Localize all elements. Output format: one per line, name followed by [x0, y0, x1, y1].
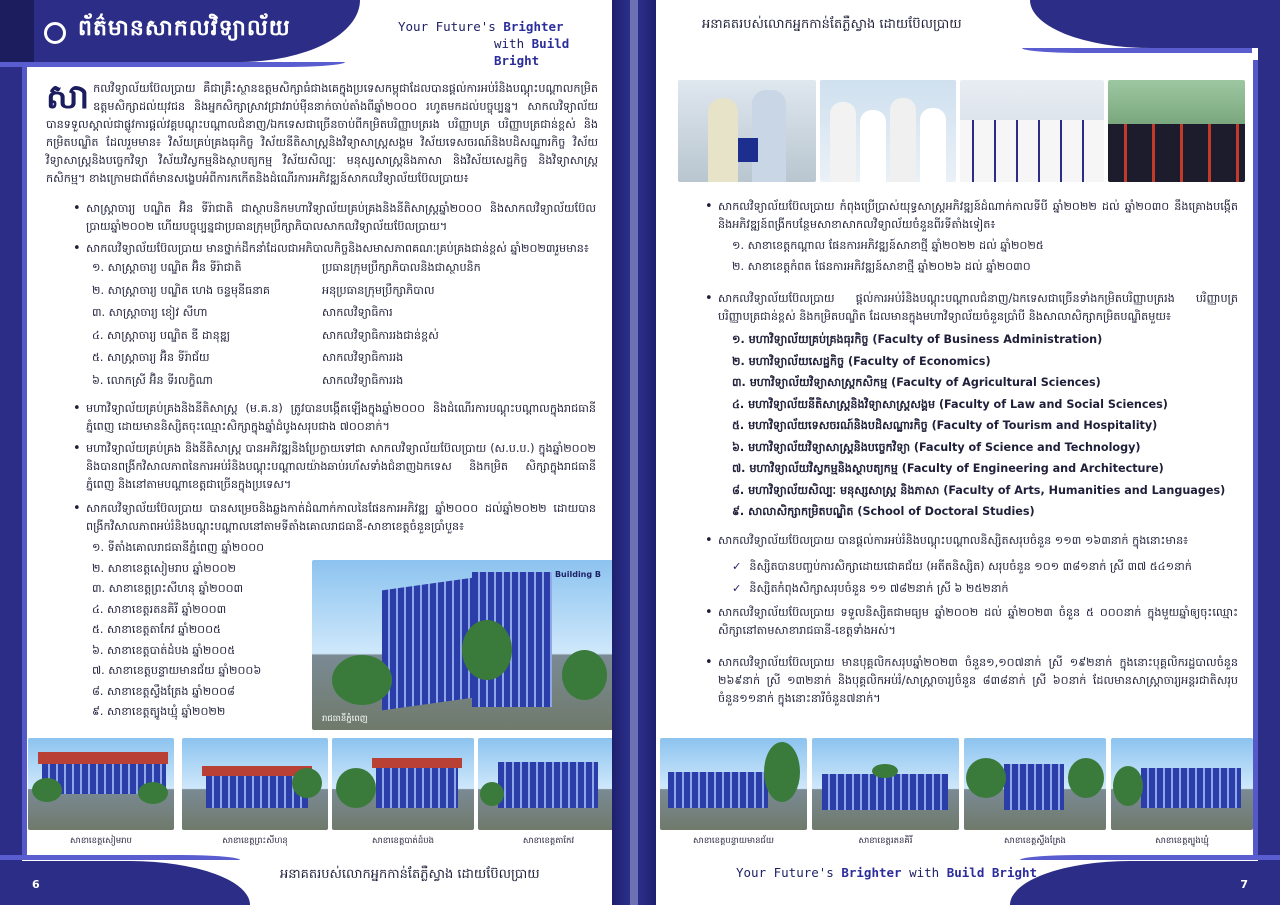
branch-item: ៨. សាខាខេត្តស្ទឹងត្រែង ឆ្នាំ២០០៨: [92, 684, 235, 698]
bullet-enrollment: [705, 604, 1238, 640]
building-tag: Building B: [554, 570, 601, 579]
tree: [872, 764, 898, 778]
campus-building: [1004, 764, 1064, 810]
photo-caption: សាខាខេត្តរតនគិរី: [858, 836, 913, 846]
bullet-dot-icon: •: [705, 291, 713, 306]
logo-ring-icon: [44, 22, 66, 44]
campus-building: [498, 762, 598, 808]
branch-item: ៩. សាខាខេត្តត្បូងឃ្មុំ ឆ្នាំ២០២២: [92, 705, 226, 718]
page-title: ព័ត៌មានសាកលវិទ្យាល័យ: [78, 15, 291, 41]
leader-role: សាកលវិទ្យាធិការរងជាន់ខ្ពស់: [322, 328, 439, 342]
checkmark-icon: ✓: [732, 560, 742, 573]
banner-stripe: [0, 62, 345, 67]
faculty-item: ១. មហាវិទ្យាល័យគ្រប់គ្រងធុរកិច្ច (Faculty of Business Administration): [732, 333, 1103, 346]
corner-band: [1030, 0, 1280, 48]
certificate: [738, 138, 758, 162]
footer-tagline: [736, 864, 1037, 881]
student-breakdown: [732, 556, 1192, 600]
header-slogan: អនាគតរបស់លោកអ្នកកាន់តែភ្លឺស្វាង ដោយប៊ែលប្រាយ: [702, 17, 962, 32]
bullet-dot-icon: •: [73, 241, 81, 256]
faculty-list: [732, 329, 1225, 523]
faculty-item: ២. មហាវិទ្យាល័យសេដ្ឋកិច្ច (Faculty of Economics): [732, 354, 991, 368]
leader-name: ៣. សាស្ត្រាចារ្យ ខៀវ សីហា: [92, 306, 208, 320]
campus-building: [376, 768, 458, 808]
tagline-text-2: with: [901, 865, 947, 880]
banteay-meanchey-photo: [660, 738, 807, 830]
tree: [32, 778, 62, 802]
faculty-item: ៧. មហាវិទ្យាល័យវិស្វកម្មនិងស្ថាបត្យកម្ម (Faculty of Engineering and Architecture): [732, 462, 1164, 475]
person: [920, 108, 946, 182]
drop-cap: សា: [46, 77, 90, 117]
photo-caption: សាខាខេត្តបាត់ដំបង: [371, 836, 435, 846]
takeo-photo: [478, 738, 612, 830]
leader-row: [92, 371, 597, 394]
photo-caption: សាខាខេត្តស្ទឹងត្រែង: [1004, 836, 1066, 846]
photo-caption: សាខាខេត្តតាកែវ: [522, 836, 575, 846]
siem-reap-photo: [28, 738, 174, 830]
graduation-photo: [1108, 80, 1245, 182]
tagline: [398, 18, 612, 69]
bullet-text: សាកលវិទ្យាល័យប៊ែលប្រាយ កំពុងប្រើប្រាស់យុទ្ធសាស្ត្រអភិវឌ្ឍន៍ដំណាក់កាលទីបី ឆ្នាំ២០២២ ដល់ ឆ្នាំ២០៣០ នឹងគ្រោងបង្កើតនិងអភិវឌ្ឍន៍ពង្រីកបន្ថែមសាខាសាកលវិទ្យាល័យចំនួនពីរទីតាំងទៀត៖: [718, 200, 1238, 231]
check-text: និស្សិតបានបញ្ចប់ការសិក្សាដោយជោគជ័យ (អតីតនិស្សិត) សរុបចំនួន ១០១ ៣៨១នាក់ ស្រី ៣៧ ៥៤១នាក់: [749, 560, 1192, 573]
tagline-brand: Build Bright: [946, 865, 1038, 880]
campus-building: [822, 774, 948, 810]
bullet-text: សាកលវិទ្យាល័យប៊ែលប្រាយ ផ្ដល់ការអប់រំនិងបណ្ដុះបណ្ដាលជំនាញ/ឯកទេសជាច្រើនទាំងកម្រិតបរិញ្ញាបត្ររង បរិញ្ញាបត្រ បរិញ្ញាបត្រជាន់ខ្ពស់ និងកម្រិតបណ្ឌិត ដែលមានក្នុងមហាវិទ្យាល័យចំនួនប្រាំបី និងសាលាសិក្សាកម្រិតបណ្ឌិតមួយ៖: [718, 292, 1238, 323]
leader-name: ១. សាស្ត្រាចារ្យ បណ្ឌិត អ៊ិន ទីរ៉ាជាតិ: [92, 261, 242, 275]
branch-item: ៥. សាខាខេត្តតាកែវ ឆ្នាំ២០០៥: [92, 623, 221, 636]
check-item: [732, 578, 1192, 600]
bullet-university-upgrade: [73, 440, 596, 494]
palm-tree: [764, 742, 800, 802]
photo-caption: សាខាខេត្តបន្ទាយមានជ័យ: [693, 836, 774, 846]
tree: [292, 768, 322, 798]
leader-role: អនុប្រធានក្រុមប្រឹក្សាភិបាល: [322, 283, 435, 297]
faculty-item: ៤. មហាវិទ្យាល័យនីតិសាស្ត្រនិងវិទ្យាសាស្ត្រសង្គម (Faculty of Law and Social Sciences): [732, 397, 1168, 411]
tree: [138, 782, 168, 804]
bullet-text: សាស្ត្រាចារ្យ បណ្ឌិត អ៊ិន ទីរ៉ាជាតិ ជាស្ថាបនិកមហាវិទ្យាល័យគ្រប់គ្រងនិងនីតិសាស្ត្រឆ្នាំ២០០០ និងសាកលវិទ្យាល័យប៊ែលប្រាយឆ្នាំ២០០២ ហើយបច្ចុប្បន្នជាប្រធានក្រុមប្រឹក្សាភិបាលសាកលវិទ្យាល័យប៊ែលប្រាយ។: [86, 202, 596, 233]
bullet-text: សាកលវិទ្យាល័យប៊ែលប្រាយ បានសម្រេចនិងឆ្លងកាត់ដំណាក់កាលនៃផែនការអភិវឌ្ឍ ឆ្នាំ២០០០ ដល់ឆ្នាំ២០២២ ដោយបានពង្រីកវិសាលភាពអប់រំនិងបណ្ដុះបណ្ដាលនៅតាមទីតាំងគោលរាជធានី-សាខាខេត្តចំនួនប្រាំបួន៖: [86, 502, 596, 533]
tagline-brand: Build Bright: [494, 36, 570, 68]
photo-caption: រាជធានីភ្នំពេញ: [322, 714, 368, 724]
bullet-founder: [73, 200, 596, 236]
leader-name: ៤. សាស្ត្រាចារ្យ បណ្ឌិត ឌី ដានុឌ្ឍ: [92, 328, 231, 342]
tagline-emphasis: Brighter: [503, 19, 564, 34]
bullet-student-total: [705, 532, 1238, 550]
tree: [1113, 766, 1143, 806]
campus-building: [1141, 768, 1241, 808]
photo-caption: សាខាខេត្តត្បូងឃ្មុំ: [1155, 836, 1209, 846]
roof: [38, 752, 168, 764]
bullet-dot-icon: •: [705, 655, 713, 670]
tree: [480, 782, 504, 806]
page-number: 7: [1240, 878, 1248, 891]
branch-item: ៣. សាខាខេត្តព្រះសីហនុ ឆ្នាំ២០០៣: [92, 582, 244, 595]
tagline-emphasis: Brighter: [841, 865, 902, 880]
bullet-faculty-founding: [73, 400, 596, 436]
phnom-penh-campus-photo: [312, 560, 612, 730]
group-photo: [960, 80, 1104, 182]
tagline-text: Your Future's: [736, 865, 842, 880]
leader-name: ៦. លោកស្រី អ៊ិន ទីរលក្ខិណា: [92, 373, 213, 387]
person: [890, 98, 916, 182]
ratanakiri-photo: [812, 738, 959, 830]
plan-list: [732, 236, 1044, 277]
tree: [332, 655, 392, 705]
person: [752, 90, 786, 182]
left-edge-band: [0, 0, 22, 905]
campus-building: [668, 772, 768, 808]
right-edge-band: [1258, 0, 1280, 905]
footer-slogan: អនាគតរបស់លោកអ្នកកាន់តែភ្លឺស្វាង ដោយប៊ែលប្រាយ: [280, 867, 540, 882]
faculty-item: ៩. សាលាសិក្សាកម្រិតបណ្ឌិត (School of Doctoral Studies): [732, 505, 1035, 518]
bullet-text: សាកលវិទ្យាល័យប៊ែលប្រាយ ទទួលនិស្សិតជាមធ្យម ឆ្នាំ២០០២ ដល់ ឆ្នាំ២០២៣ ចំនួន ៥ ០០០នាក់ ក្នុងមួយឆ្នាំឲ្យចុះឈ្មោះសិក្សានៅតាមសាខារាជធានី-ខេត្តទាំងអស់។: [718, 606, 1238, 637]
leader-row: [92, 303, 597, 326]
faculty-item: ៥. មហាវិទ្យាល័យទេសចរណ៍និងបដិសណ្ឋារកិច្ច (Faculty of Tourism and Hospitality): [732, 419, 1158, 432]
check-item: [732, 556, 1192, 578]
bullet-dot-icon: •: [73, 201, 81, 216]
plan-item: ១. សាខាខេត្តកណ្ដាល ផែនការអភិវឌ្ឍន៍សាខាថ្មី ឆ្នាំ២០២២ ដល់ ឆ្នាំ២០២៥: [732, 239, 1044, 252]
spine-gutter: [612, 0, 656, 905]
bullet-text: សាកលវិទ្យាល័យប៊ែលប្រាយ មានបុគ្គលិកសរុបឆ្នាំ២០២៣ ចំនួន១,១០៧នាក់ ស្រី ១៩២នាក់ ក្នុងនោះបុគ្គលិករដ្ឋបាលចំនួន ២៦៩នាក់ ស្រី ១៣២នាក់ និងបុគ្គលិកអប់រំ/សាស្ត្រាចារ្យចំនួន ៨៣៨នាក់ ស្រី ៦០នាក់ ដែលមានសាស្ត្រាចារ្យអន្តរជាតិសរុបចំនួន១១នាក់ ក្នុងនោះនារីចំនួន៧នាក់។: [718, 656, 1238, 705]
leader-name: ២. សាស្ត្រាចារ្យ បណ្ឌិត ហេង ចន្ទមុនីធនាគ: [92, 283, 270, 297]
intro-paragraph: [46, 77, 598, 188]
bullet-text: សាកលវិទ្យាល័យប៊ែលប្រាយ មានថ្នាក់ដឹកនាំដែលជាអភិបាលកិច្ចនិងសមាសភាពគណៈគ្រប់គ្រងជាន់ខ្ពស់ ឆ្នាំ២០២៣រួមមាន៖: [86, 242, 589, 255]
bullet-text: សាកលវិទ្យាល័យប៊ែលប្រាយ បានផ្ដល់ការអប់រំនិងបណ្ដុះបណ្ដាលនិស្សិតសរុបចំនួន ១១៣ ១៦៣នាក់ ក្នុងនោះមាន៖: [718, 534, 1189, 547]
bullet-text: មហាវិទ្យាល័យគ្រប់គ្រងនិងនីតិសាស្ត្រ (ម.គ.ន) ត្រូវបានបង្កើតឡើងក្នុងឆ្នាំ២០០០ និងដំណើរការបណ្ដុះបណ្ដាលក្នុងរាជធានីភ្នំពេញ ដោយមាននិស្សិតចុះឈ្មោះសិក្សាក្នុងឆ្នាំដំបូងសរុបជាង ៧០០នាក់។: [86, 402, 596, 433]
leader-row: [92, 258, 597, 281]
bullet-branches: [73, 500, 596, 536]
bullet-dot-icon: •: [73, 401, 81, 416]
tree: [1068, 758, 1104, 798]
leader-role: ប្រធានក្រុមប្រឹក្សាភិបាលនិងជាស្ថាបនិក: [322, 261, 481, 275]
leader-name: ៥. សាស្ត្រាចារ្យ អ៊ិន ទីរ៉ាជ័យ: [92, 351, 210, 365]
bullet-dot-icon: •: [705, 533, 713, 548]
person: [708, 98, 738, 182]
battambang-photo: [332, 738, 474, 830]
leader-role: សាកលវិទ្យាធិការរង: [322, 351, 404, 365]
tree: [562, 650, 607, 700]
faculty-item: ៨. មហាវិទ្យាល័យសិល្បៈ មនុស្សសាស្ត្រ និងភាសា (Faculty of Arts, Humanities and Languages): [732, 483, 1226, 497]
bullet-dot-icon: •: [73, 441, 81, 456]
sihanoukville-photo: [182, 738, 328, 830]
tree: [462, 620, 512, 680]
leader-row: [92, 348, 597, 371]
leader-row: [92, 326, 597, 349]
tree: [966, 758, 1006, 798]
award-photo: [678, 80, 816, 182]
branch-item: ៦. សាខាខេត្តបាត់ដំបង ឆ្នាំ២០០៥: [92, 643, 236, 657]
graduates: [1108, 124, 1245, 182]
branch-item: ៤. សាខាខេត្តរតនគិរី ឆ្នាំ២០០៣: [92, 602, 227, 616]
stung-treng-photo: [964, 738, 1106, 830]
branch-list: [92, 538, 264, 723]
tagline-text: Your Future's: [398, 19, 504, 34]
intro-text: កលវិទ្យាល័យប៊ែលប្រាយ គឺជាគ្រឹះស្ថានឧត្តមសិក្សាធំជាងគេក្នុងប្រទេសកម្ពុជាដែលបានផ្ដល់ការអប់រំនិងបណ្ដុះបណ្ដាលកម្រិតឧត្តមសិក្សាដល់យុវជន និងអ្នកសិក្សាស្រាវជ្រាវរាប់ម៉ឺននាក់ចាប់តាំងពីឆ្នាំ២០០០ រហូតមកដល់បច្ចុប្បន្ន។ សាកលវិទ្យាល័យបានទទួលស្គាល់ជាផ្លូវការផ្ដល់វគ្គបណ្ដុះបណ្ដាលជំនាញ/ឯកទេសជាច្រើនចាប់ពីកម្រិតបរិញ្ញាបត្ររង បរិញ្ញាបត្រ បរិញ្ញាបត្រជាន់ខ្ពស់ និងកម្រិតបណ្ឌិត ដែលរួមមាន៖ វិស័យគ្រប់គ្រងធុរកិច្ច វិស័យនីតិសាស្ត្រនិងវិទ្យាសាស្ត្រសង្គម វិស័យទេសចរណ៍និងបដិសណ្ឋារកិច្ច វិស័យវិទ្យាសាស្ត្រនិងបច្ចេកវិទ្យា វិស័យវិស្វកម្មនិងស្ថាបត្យកម្ម វិស័យសិល្បៈ មនុស្សសាស្ត្រនិងភាសា និងវិស័យសេដ្ឋកិច្ច និងវិទ្យាសាស្ត្រកសិកម្ម។ ខាងក្រោមជាព័ត៌មានសង្ខេបអំពីការកកើតនិងដំណើរការអភិវឌ្ឍន៍សាកលវិទ្យាល័យប៊ែលប្រាយ៖: [46, 82, 598, 185]
branch-item: ១. ទីតាំងគោលរាជធានីភ្នំពេញ ឆ្នាំ២០០០: [92, 541, 265, 554]
photo-caption: សាខាខេត្តសៀមរាប: [70, 836, 132, 846]
leaders-list: [92, 258, 597, 393]
leader-role: សាកលវិទ្យាធិការរង: [322, 373, 404, 387]
tree: [336, 768, 376, 808]
bullet-dot-icon: •: [705, 605, 713, 620]
bullet-staff: [705, 654, 1238, 708]
group: [960, 120, 1104, 182]
tagline-text-2: with: [494, 36, 532, 51]
branch-item: ៧. សាខាខេត្តបន្ទាយមានជ័យ ឆ្នាំ២០០៦: [92, 664, 262, 677]
leader-row: [92, 281, 597, 304]
leader-role: សាកលវិទ្យាធិការ: [322, 306, 393, 320]
plan-item: ២. សាខាខេត្តកំពត ផែនការអភិវឌ្ឍន៍សាខាថ្មី ឆ្នាំ២០២៦ ដល់ ឆ្នាំ២០៣០: [732, 259, 1031, 273]
page-number: 6: [32, 878, 40, 891]
bullet-phase-three: [705, 198, 1238, 234]
faculty-item: ៦. មហាវិទ្យាល័យវិទ្យាសាស្ត្រនិងបច្ចេកវិទ្យា (Faculty of Science and Technology): [732, 440, 1141, 454]
check-text: និស្សិតកំពុងសិក្សាសរុបចំនួន ១១ ៧៨២នាក់ ស្រី ៦ ២៥២នាក់: [749, 582, 1009, 595]
right-page: [656, 0, 1280, 905]
faculty-item: ៣. មហាវិទ្យាល័យវិទ្យាសាស្ត្រកសិកម្ម (Faculty of Agricultural Sciences): [732, 376, 1101, 389]
branch-item: ២. សាខាខេត្តសៀមរាប ឆ្នាំ២០០២: [92, 561, 237, 575]
left-page: [0, 0, 612, 905]
person: [860, 110, 886, 182]
roof: [372, 758, 462, 768]
person: [830, 102, 856, 182]
bullet-programs: [705, 290, 1238, 326]
bullet-text: មហាវិទ្យាល័យគ្រប់គ្រង និងនីតិសាស្ត្រ បានអភិវឌ្ឍនិងប្រែក្លាយទៅជា សាកលវិទ្យាល័យប៊ែលប្រាយ (ស.ប.ប.) ក្នុងឆ្នាំ២០០២ និងបានពង្រីកវិសាលភាពនៃការអប់រំនិងបណ្ដុះបណ្ដាលយ៉ាងឆាប់រហ័សទាំងជំនាញឯកទេស និងកម្រិត សិក្សាក្នុងរាជធានីភ្នំពេញ និងនៅតាមបណ្ដាខេត្តជាច្រើនក្នុងប្រទេស។: [86, 442, 596, 491]
students-photo: [820, 80, 956, 182]
checkmark-icon: ✓: [732, 582, 742, 595]
tbong-khmum-photo: [1111, 738, 1253, 830]
photo-caption: សាខាខេត្តព្រះសីហនុ: [222, 836, 288, 846]
bullet-dot-icon: •: [73, 501, 81, 516]
tagline-line2: [398, 35, 612, 69]
bullet-leadership: [73, 240, 596, 258]
bullet-dot-icon: •: [705, 199, 713, 214]
